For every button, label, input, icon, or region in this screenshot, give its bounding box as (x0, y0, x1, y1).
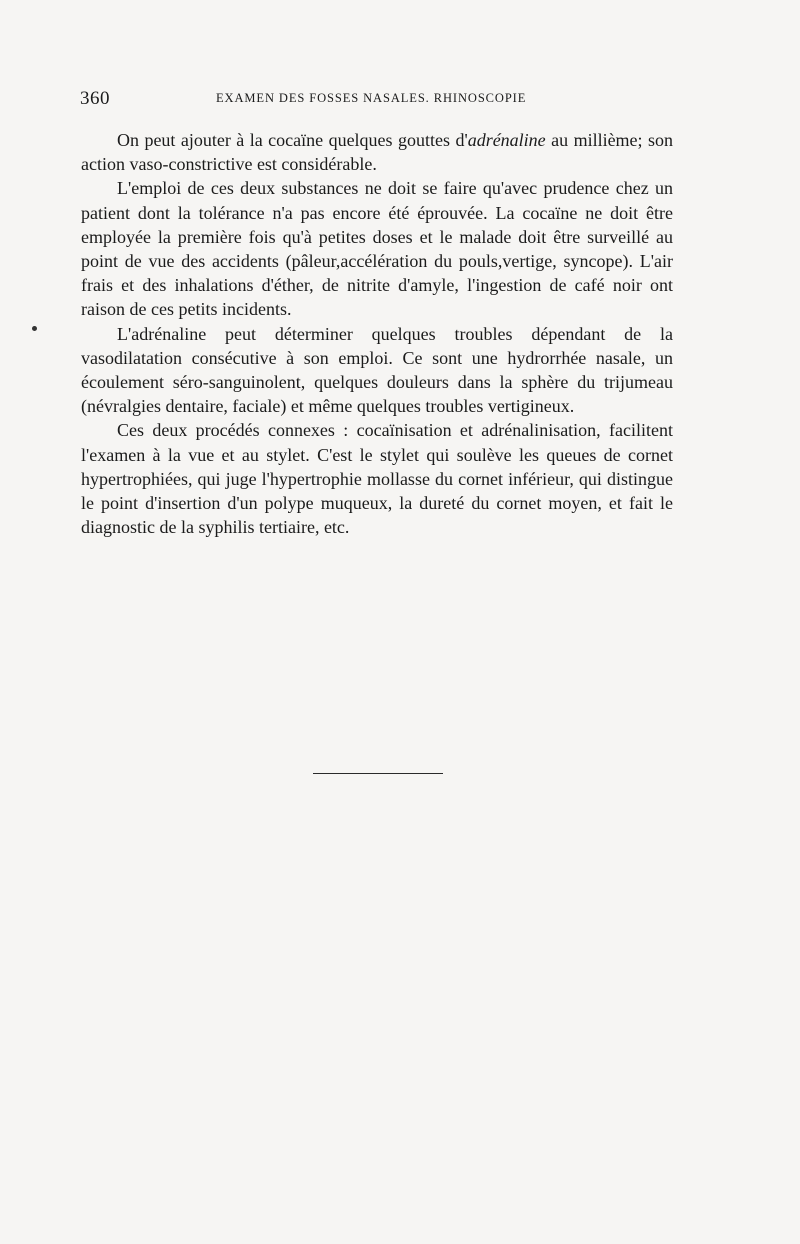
body-text (81, 128, 673, 539)
italic-term: adrénaline (467, 130, 546, 150)
paragraph-adrenaline (81, 128, 673, 176)
paragraph-examination: Ces deux procédés connexes : cocaïnisation et adrénalinisation, facilitent l'examen à la vue et au stylet. C'est le stylet qui soulève les queues de cornet hypertrophiées, qui juge l'hypertrophie mollasse du cornet inférieur, qui distingue le point d'insertion d'un polype muqueux, la dureté du cornet moyen, et fait le diagnostic de la syphilis tertiaire, etc. (81, 420, 673, 538)
paragraph-text: On peut ajouter à la cocaïne quelques gouttes d' (117, 130, 468, 150)
margin-mark (32, 326, 37, 331)
page-number: 360 (80, 88, 110, 109)
section-end-rule (313, 773, 443, 774)
running-title: EXAMEN DES FOSSES NASALES. RHINOSCOPIE (216, 91, 527, 105)
running-head (80, 88, 682, 110)
paragraph-side-effects: L'adrénaline peut déterminer quelques troubles dépendant de la vasodilatation consécutive à son emploi. Ce sont une hydrorrhée nasale, un écoulement séro-sanguinolent, quelques douleurs dans la sphère du trijumeau (névralgies dentaire, faciale) et même quelques troubles vertigineux. (81, 323, 673, 417)
paragraph-precautions: L'emploi de ces deux substances ne doit se faire qu'avec prudence chez un patient dont la tolérance n'a pas encore été éprouvée. La cocaïne ne doit être employée la première fois qu'à petites doses et le malade doit être surveillé au point de vue des accidents (pâleur,accélération du pouls,vertige, syncope). L'air frais et des inhalations d'éther, de nitrite d'amyle, l'ingestion de café noir ont raison de ces petits incidents. (81, 178, 673, 320)
paragraph-text: au millième; son action vaso-constrictive est considérable. (81, 130, 674, 175)
